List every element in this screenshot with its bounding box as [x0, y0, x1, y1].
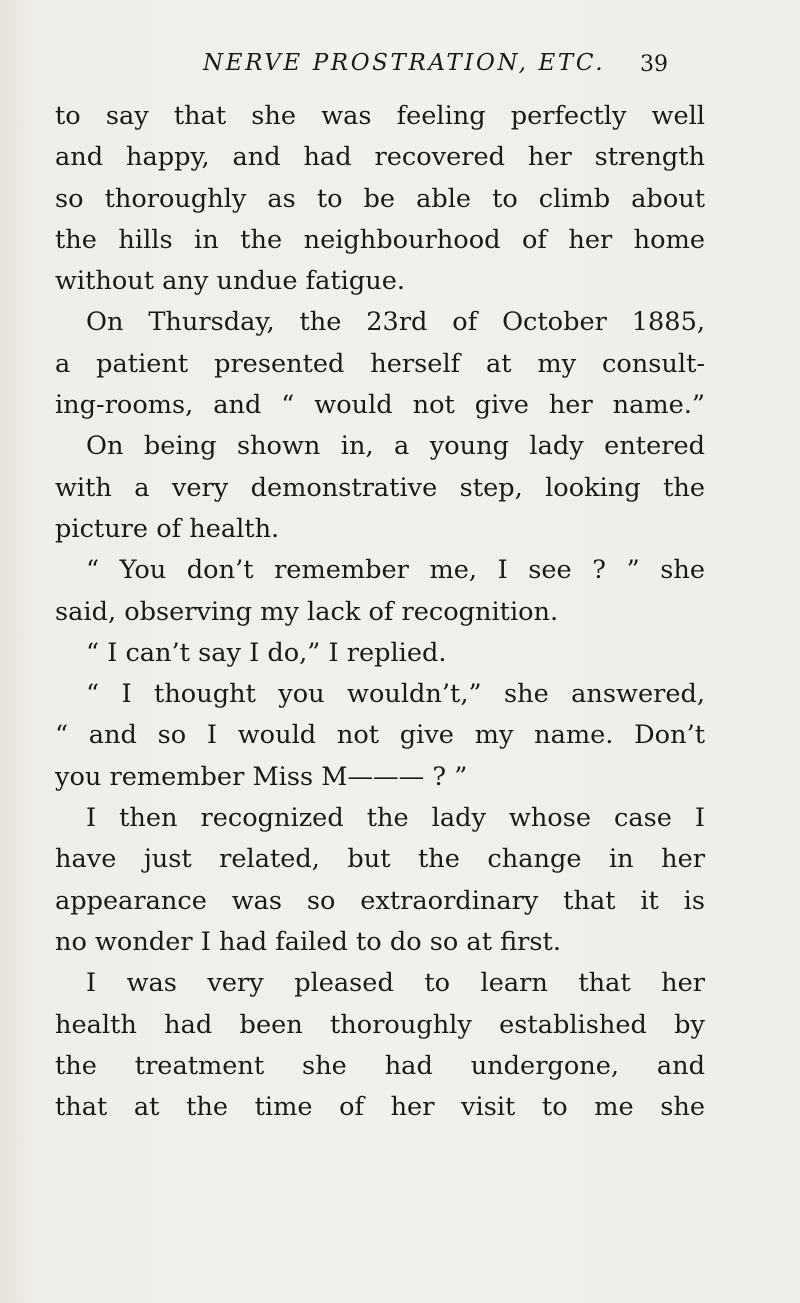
text-line: no wonder I had failed to do so at first.	[55, 926, 561, 957]
text-line: the treatment she had undergone, and	[55, 1050, 705, 1081]
paragraph-start-line: “ You don’t remember me, I see ? ” she	[86, 555, 705, 586]
text-line: “ and so I would not give my name. Don’t	[55, 720, 705, 751]
paragraph-start-line: On being shown in, a young lady entered	[86, 431, 705, 462]
paragraph-start-line: “ I thought you wouldn’t,” she answered,	[86, 679, 705, 710]
text-line: have just related, but the change in her	[55, 844, 705, 875]
body-text	[55, 96, 705, 1128]
text-line: picture of health.	[55, 513, 280, 544]
text-line: health had been thoroughly established by	[55, 1009, 705, 1040]
paragraph-start-line: “ I can’t say I do,” I replied.	[86, 637, 447, 668]
text-line: without any undue fatigue.	[55, 266, 405, 297]
running-title: NERVE PROSTRATION, ETC.	[203, 50, 606, 76]
text-line: a patient presented herself at my consult-	[55, 348, 705, 379]
text-line: so thoroughly as to be able to climb about	[55, 183, 705, 214]
text-line: and happy, and had recovered her strength	[55, 142, 705, 173]
text-line: appearance was so extraordinary that it is	[55, 885, 705, 916]
text-line: the hills in the neighbourhood of her home	[55, 224, 705, 255]
text-line: with a very demonstrative step, looking the	[55, 472, 705, 503]
text-line: ing-rooms, and “ would not give her name.”	[55, 390, 705, 421]
paragraph-start-line: I was very pleased to learn that her	[86, 968, 705, 999]
text-line: that at the time of her visit to me she	[55, 1092, 705, 1123]
text-line: you remember Miss M——— ? ”	[55, 761, 468, 792]
paragraph-start-line: I then recognized the lady whose case I	[86, 803, 705, 834]
page-number: 39	[640, 52, 668, 77]
text-line: said, observing my lack of recognition.	[55, 596, 559, 627]
paragraph-start-line: On Thursday, the 23rd of October 1885,	[86, 307, 705, 338]
text-line: to say that she was feeling perfectly well	[55, 101, 705, 131]
page-header	[0, 50, 800, 82]
